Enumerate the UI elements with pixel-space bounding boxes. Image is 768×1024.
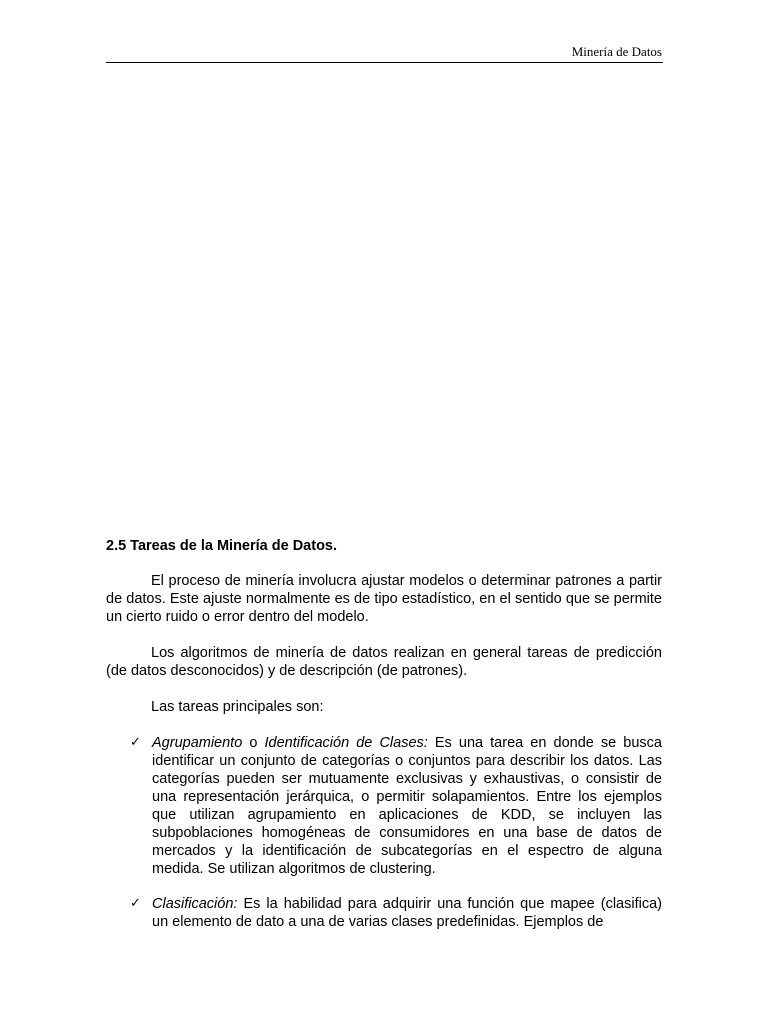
task-list — [106, 734, 662, 931]
checkmark-icon: ✓ — [130, 896, 141, 911]
list-item-clasificacion — [106, 895, 662, 931]
page-body — [106, 537, 662, 948]
task-term: Clasificación: — [152, 896, 238, 912]
running-header-title: Minería de Datos — [571, 44, 662, 59]
paragraph-algorithms: Los algoritmos de minería de datos realizan en general tareas de predicción (de datos desconocidos) y de descripción (de patrones). — [106, 645, 662, 679]
task-connector: o — [242, 735, 265, 751]
paragraph-tasks-lead: Las tareas principales son: — [151, 699, 324, 715]
paragraph-intro: El proceso de minería involucra ajustar modelos o determinar patrones a partir de datos. Este ajuste normalmente es de tipo estadístico, en el sentido que se permite un cierto ruido o error dentro del modelo. — [106, 573, 662, 625]
checkmark-icon: ✓ — [130, 735, 141, 750]
header-rule — [106, 62, 663, 63]
list-item-agrupamiento — [106, 734, 662, 878]
task-description: Es la habilidad para adquirir una función que mapee (clasifica) un elemento de dato a una de varias clases predefinidas. Ejemplos de — [152, 896, 662, 930]
task-description: Es una tarea en donde se busca identificar un conjunto de categorías o conjuntos para describir los datos. Las categorías pueden ser mutuamente exclusivas y exhaustivas, o consistir de una representación jerárquica, o permitir solapamientos. Entre los ejemplos que utilizan agrupamiento en aplicaciones de KDD, se incluyen las subpoblaciones homogéneas de consumidores en una base de datos de mercados y la identificación de subcategorías en el espectro de alguna medida. Se utilizan algoritmos de clustering. — [152, 735, 662, 877]
task-term: Agrupamiento — [152, 735, 243, 751]
section-title: 2.5 Tareas de la Minería de Datos. — [106, 538, 338, 554]
task-term: Identificación de Clases: — [264, 735, 428, 751]
